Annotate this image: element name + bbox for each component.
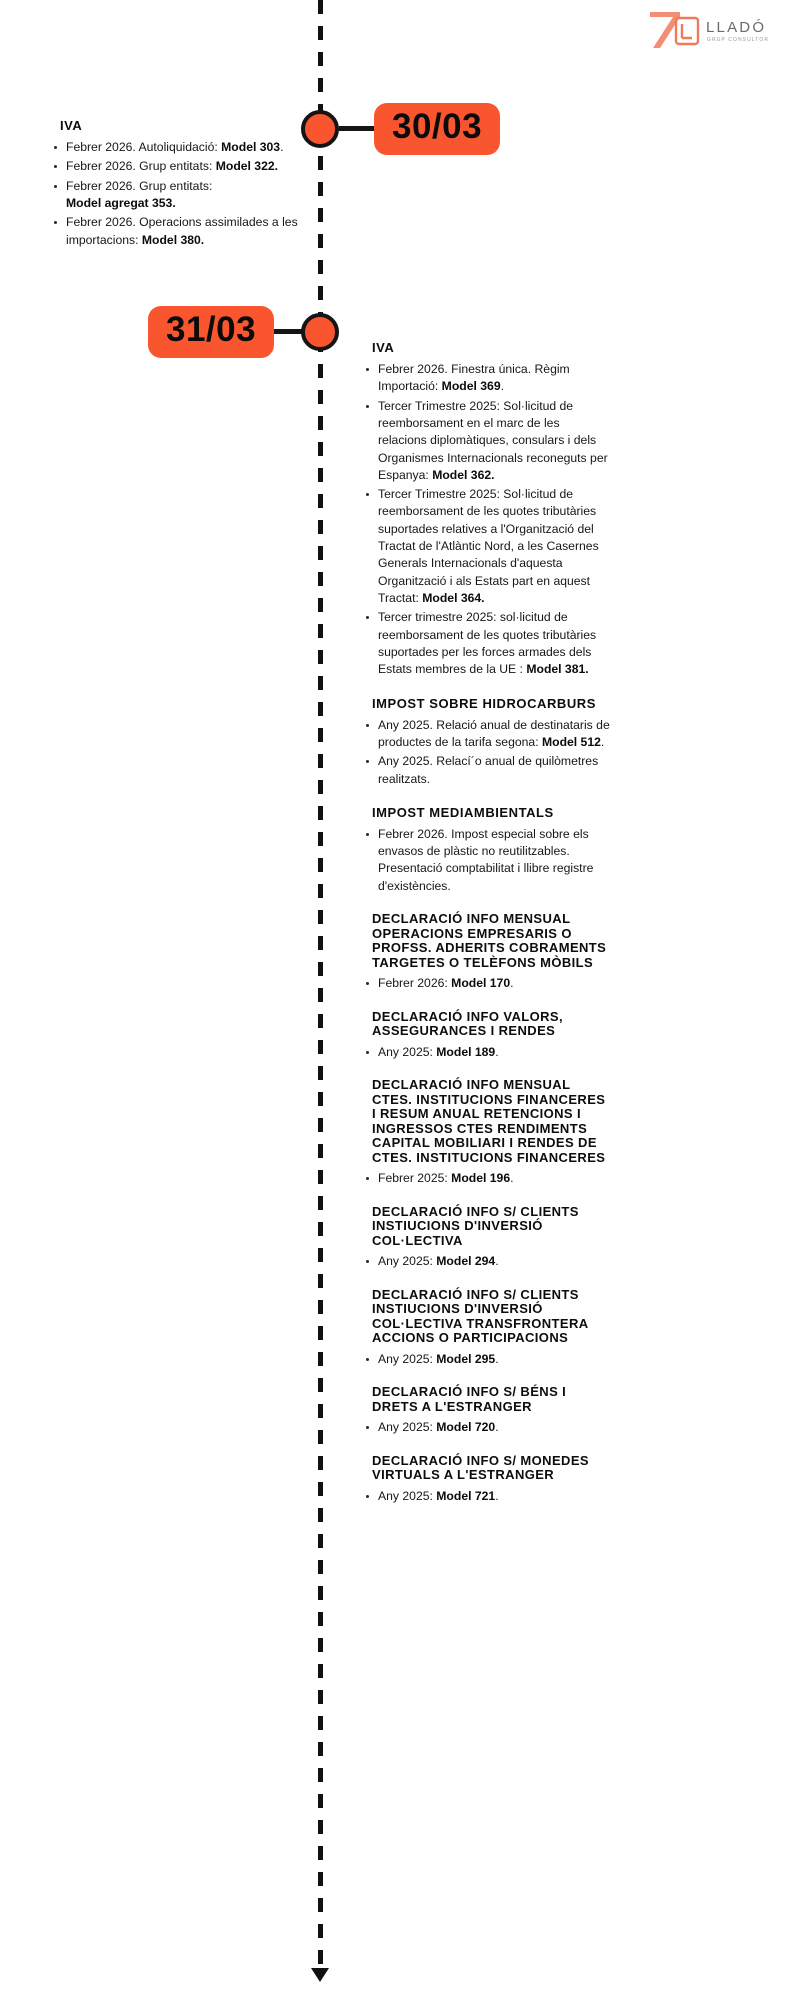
list-item: Tercer Trimestre 2025: Sol·licitud de reemborsament de les quotes tributàries suportades relatives a l'Organització del Tractat de l'Atlàntic Nord, a les Casernes Generals Internacionals d'aquesta Organització i als Estats part en aquest Tractat: Model 364. [360, 486, 610, 607]
section-title: IVA [60, 118, 83, 133]
section-items [360, 361, 610, 679]
list-item: Febrer 2026. Grup entitats: Model 322. [48, 158, 314, 175]
section-2 [358, 805, 610, 895]
section-8 [358, 1385, 610, 1436]
list-item: Any 2025: Model 294. [360, 1253, 610, 1270]
list-item: Any 2025: Model 295. [360, 1351, 610, 1368]
list-item: Febrer 2026. Grup entitats: Model agregat 353. [48, 178, 314, 213]
section-items [360, 1351, 610, 1368]
section-3 [358, 912, 610, 993]
list-item: Febrer 2026. Impost especial sobre els envasos de plàstic no reutilitzables. Presentació comptabilitat i llibre registre d'existències. [360, 826, 610, 895]
section-title: DECLARACIÓ INFO VALORS, ASSEGURANCES I RENDES [372, 1008, 563, 1039]
section-title: DECLARACIÓ INFO MENSUAL CTES. INSTITUCIONS FINANCERES I RESUM ANUAL RETENCIONS I INGRESSOS CTES RENDIMENTS CAPITAL MOBILIARI I RENDES DE CTES. INSTITUCIONS FINANCERES [372, 1077, 606, 1165]
list-item: Any 2025: Model 189. [360, 1044, 610, 1061]
section-title: IMPOST MEDIAMBIENTALS [372, 804, 554, 820]
content-30-03 [46, 118, 314, 251]
section-items [48, 139, 314, 249]
timeline-arrow-icon [311, 1968, 329, 1982]
date-badge-31-03[interactable]: 31/03 [148, 306, 274, 358]
section-title: IMPOST SOBRE HIDROCARBURS [372, 695, 596, 711]
list-item: Tercer trimestre 2025: sol·licitud de reemborsament de les quotes tributàries suportades per les forces armades dels Estats membres de la UE : Model 381. [360, 609, 610, 678]
section-items [360, 1419, 610, 1436]
list-item: Any 2025. Relací´o anual de quilòmetres realitzats. [360, 753, 610, 788]
section-0 [358, 340, 610, 679]
list-item: Febrer 2026. Finestra única. Règim Importació: Model 369. [360, 361, 610, 396]
section-6 [358, 1205, 610, 1271]
list-item: Febrer 2026. Autoliquidació: Model 303. [48, 139, 314, 156]
brand-logo [646, 8, 772, 54]
list-item: Febrer 2026. Operacions assimilades a les importacions: Model 380. [48, 214, 314, 249]
svg-text:LLADÓ: LLADÓ [706, 19, 767, 36]
connector-30-03 [339, 126, 378, 131]
section-items [360, 717, 610, 788]
section-items [360, 1253, 610, 1270]
section-title: DECLARACIÓ INFO S/ BÉNS I DRETS A L'ESTRANGER [372, 1384, 567, 1414]
list-item: Any 2025: Model 720. [360, 1419, 610, 1436]
timeline-spine [318, 0, 323, 1972]
svg-text:GRUP CONSULTOR: GRUP CONSULTOR [707, 37, 770, 43]
section-items [360, 1170, 610, 1187]
section-items [360, 1488, 610, 1505]
section-4 [358, 1010, 610, 1061]
list-item: Any 2025. Relació anual de destinataris de productes de la tarifa segona: Model 512. [360, 717, 610, 752]
date-badge-30-03[interactable]: 30/03 [374, 103, 500, 155]
section-items [360, 826, 610, 895]
list-item: Febrer 2025: Model 196. [360, 1170, 610, 1187]
section-title: DECLARACIÓ INFO S/ MONEDES VIRTUALS A L'ESTRANGER [372, 1452, 589, 1483]
section-title: DECLARACIÓ INFO MENSUAL OPERACIONS EMPRESARIS O PROFSS. ADHERITS COBRAMENTS TARGETES O TELÈFONS MÒBILS [372, 911, 607, 970]
list-item: Tercer Trimestre 2025: Sol·licitud de reemborsament en el marc de les relacions diplomàtiques, consulars i dels Organismes Internacionals reconeguts per Espanya: Model 362. [360, 398, 610, 485]
section-5 [358, 1078, 610, 1188]
section-title: IVA [372, 340, 395, 355]
list-item: Any 2025: Model 721. [360, 1488, 610, 1505]
timeline-node-31-03 [301, 313, 339, 351]
content-31-03 [358, 340, 610, 1507]
section-title: DECLARACIÓ INFO S/ CLIENTS INSTIUCIONS D'INVERSIÓ COL·LECTIVA [372, 1203, 579, 1248]
section-items [360, 1044, 610, 1061]
section-7 [358, 1288, 610, 1369]
section-iva-30-03 [46, 118, 314, 249]
section-title: DECLARACIÓ INFO S/ CLIENTS INSTIUCIONS D'INVERSIÓ COL·LECTIVA TRANSFRONTERA ACCIONS O PARTICIPACIONS [372, 1286, 589, 1346]
section-9 [358, 1454, 610, 1505]
list-item: Febrer 2026: Model 170. [360, 975, 610, 992]
section-items [360, 975, 610, 992]
section-1 [358, 696, 610, 788]
